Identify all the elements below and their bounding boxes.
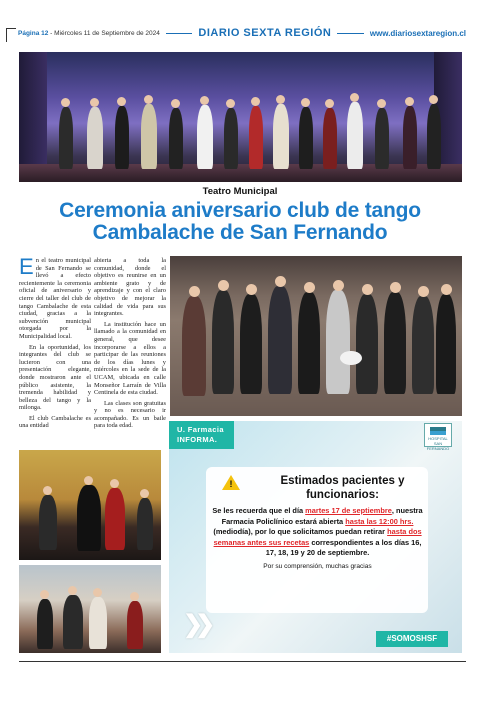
- person-figure: [384, 292, 406, 394]
- person-head: [418, 286, 429, 297]
- person-head: [61, 98, 70, 107]
- newspaper-title: DIARIO SEXTA REGIÓN: [198, 27, 332, 39]
- page-number: Página 12: [18, 29, 49, 37]
- person-head: [68, 586, 77, 595]
- person-head: [405, 97, 414, 106]
- message-text: correspondientes a los días 16, 17, 18, 19 y 20 de septiembre.: [265, 537, 422, 558]
- person-head: [140, 489, 149, 498]
- headline-line: Cambalache de San Fernando: [92, 221, 388, 244]
- flower-bouquet: [340, 351, 362, 365]
- page-info: Página 12 - Miércoles 11 de Septiembre de 2024: [18, 29, 160, 37]
- person-figure: [59, 107, 73, 169]
- person-head: [333, 280, 344, 291]
- person-figure: [299, 107, 313, 169]
- warning-exclamation: !: [229, 479, 233, 489]
- issue-date: Miércoles 11 de Septiembre de 2024: [54, 29, 160, 37]
- person-figure: [127, 601, 143, 649]
- article-kicker: Teatro Municipal: [202, 186, 278, 197]
- person-figure: [240, 294, 262, 394]
- bottom-rule: [19, 661, 466, 662]
- chevron-right-icon: ❯❯: [183, 611, 208, 638]
- stage-group-photo: [19, 52, 462, 182]
- paragraph: abierta a toda la comunidad, donde el objetivo es reunirse en un ambiente grato y de aprendizaje y con el claro objetivo de mejorar la calidad de vida para sus integrantes.: [94, 257, 166, 318]
- person-figure: [77, 485, 101, 551]
- highlighted-date: martes 17 de septiembre: [305, 506, 392, 515]
- person-figure: [87, 107, 103, 169]
- person-figure: [412, 296, 434, 394]
- message-text: (mediodía), por lo que solicitamos puedan retirar: [213, 527, 388, 537]
- thanks-line: Por su comprensión, muchas gracias: [263, 562, 372, 570]
- notice-title-line: funcionarios:: [306, 489, 379, 501]
- article-column-2: [94, 257, 166, 433]
- person-head: [90, 98, 99, 107]
- notice-message: [211, 506, 424, 573]
- message-text: Se les recuerda que el día: [212, 506, 306, 515]
- notice-title: [247, 474, 438, 502]
- paragraph: En la oportunidad, los integrantes del club se lucieron con una presentación elegante, donde mostraron ante el público asistente, la tremenda habilidad y belleza del tango y la milonga.: [19, 343, 91, 412]
- message-text: , nuestra Farmacia Policlínico estará abierta: [221, 506, 423, 526]
- person-figure: [427, 104, 441, 169]
- person-figure: [105, 488, 125, 550]
- person-figure: [212, 290, 234, 394]
- notice-title-line: Estimados pacientes y: [280, 475, 405, 487]
- curtain-left: [19, 52, 47, 182]
- department-line: U. Farmacia: [177, 425, 224, 434]
- person-head: [84, 476, 93, 485]
- paragraph: Las clases son gratuitas y no es necesario ir acompañado. Es un baile para toda edad.: [94, 399, 166, 430]
- person-figure: [436, 294, 456, 394]
- person-head: [40, 590, 49, 599]
- highlighted-time: hasta las 12:00 hrs.: [345, 516, 414, 526]
- person-figure: [169, 108, 183, 169]
- person-head: [171, 99, 180, 108]
- person-head: [390, 282, 401, 293]
- person-figure: [182, 296, 206, 396]
- pharmacy-notice-ad: [169, 421, 462, 653]
- person-head: [276, 95, 285, 104]
- logo-text: HOSPITAL SAN FERNANDO: [426, 436, 450, 451]
- person-figure: [37, 599, 53, 649]
- person-head: [350, 93, 359, 102]
- hospital-logo: [424, 423, 452, 451]
- person-figure: [137, 498, 153, 550]
- person-figure: [197, 105, 213, 169]
- highlighted-weeks: hasta dos semanas antes sus recetas: [213, 527, 422, 547]
- paragraph: La institución hace un llamado a la comunidad en general, que desee incorporarse a ellos a participar de las reuniones de los días lunes y miércoles en la sede de la UCAM, ubicada en calle Monseñor Larraín de Villa Centinela de esta ciudad.: [94, 320, 166, 397]
- person-head: [43, 486, 52, 495]
- person-head: [429, 95, 438, 104]
- person-figure: [356, 294, 378, 394]
- headline-line: Ceremonia aniversario club de tango: [59, 199, 421, 222]
- person-head: [93, 588, 102, 597]
- person-figure: [347, 102, 363, 169]
- person-head: [251, 97, 260, 106]
- website-link[interactable]: www.diariosextaregion.cl: [369, 28, 467, 38]
- person-figure: [89, 597, 107, 649]
- dance-photo-2: [19, 565, 161, 653]
- person-head: [110, 479, 119, 488]
- person-head: [144, 95, 153, 104]
- person-figure: [115, 106, 129, 169]
- person-figure: [224, 108, 238, 169]
- paragraph: n el teatro municipal de San Fernando se llevó a efecto recientemente la ceremonia oficial de aniversario y cierre del taller del club de tango Cambalache de esta ciudad, gracias a la subvención municipal otorgada por la Municipalidad local.: [19, 257, 91, 340]
- person-head: [189, 286, 200, 297]
- person-figure: [298, 292, 320, 394]
- person-head: [275, 276, 286, 287]
- department-label: [177, 425, 224, 445]
- club-members-photo: [170, 256, 462, 416]
- person-head: [117, 97, 126, 106]
- person-figure: [273, 104, 289, 169]
- person-figure: [323, 108, 337, 169]
- person-figure: [326, 290, 350, 394]
- person-head: [130, 592, 139, 601]
- person-head: [325, 99, 334, 108]
- person-figure: [268, 286, 292, 394]
- article-column-1: [19, 254, 91, 433]
- page-corner-mark: [6, 28, 16, 42]
- person-head: [246, 284, 257, 295]
- article-headline: [14, 200, 466, 244]
- dance-photo-1: [19, 450, 161, 560]
- stage-floor: [19, 164, 462, 182]
- person-figure: [141, 104, 157, 169]
- paragraph: El club Cambalache es una entidad: [19, 414, 91, 430]
- person-head: [200, 96, 209, 105]
- hashtag-badge: #SOMOSHSF: [376, 631, 448, 647]
- person-head: [301, 98, 310, 107]
- department-line: INFORMA.: [177, 435, 218, 444]
- person-head: [226, 99, 235, 108]
- person-head: [304, 282, 315, 293]
- header-rule: [166, 33, 192, 34]
- person-head: [362, 284, 373, 295]
- person-figure: [39, 495, 57, 550]
- person-figure: [63, 595, 83, 649]
- person-figure: [403, 106, 417, 169]
- person-head: [377, 99, 386, 108]
- person-figure: [375, 108, 389, 169]
- person-head: [218, 280, 229, 291]
- logo-mark-icon: [430, 427, 446, 435]
- person-head: [441, 284, 452, 295]
- person-figure: [249, 106, 263, 169]
- header-rule: [337, 33, 363, 34]
- page-header: [18, 26, 466, 40]
- drop-cap: E: [19, 254, 34, 279]
